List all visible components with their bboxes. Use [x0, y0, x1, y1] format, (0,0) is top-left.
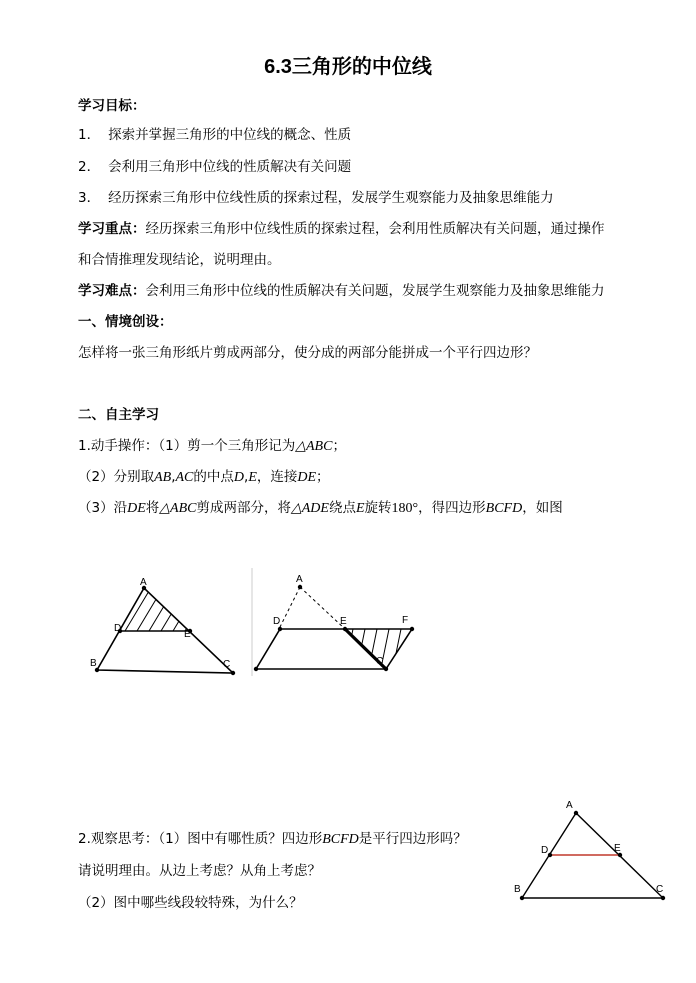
step-text: ；	[332, 438, 346, 454]
step-text: 绕点	[328, 500, 356, 516]
label-e: E	[614, 843, 621, 854]
step-text: ，连接	[256, 469, 298, 485]
section1-heading: 一、情境创设：	[78, 314, 173, 330]
point-f	[410, 627, 414, 631]
observe-question-1	[78, 827, 467, 848]
step-text: ，如图	[522, 500, 563, 516]
label-c: C	[376, 656, 384, 667]
point-d	[548, 853, 552, 857]
step-text: ,	[171, 469, 176, 485]
key-point-label: 学习重点：	[78, 221, 146, 237]
difficulty-text: 会利用三角形中位线的性质解决有关问题，发展学生观察能力及抽象思维能力	[145, 283, 605, 299]
step-text: 将	[145, 500, 160, 516]
step-text: （3）沿	[78, 500, 128, 516]
point-e	[343, 627, 347, 631]
math-angle: 180°	[391, 501, 419, 516]
label-b: B	[514, 884, 521, 895]
label-d: D	[273, 616, 281, 627]
segment-fc	[386, 629, 412, 669]
label-f: F	[402, 615, 409, 626]
objectives-heading: 学习目标：	[78, 98, 146, 114]
step-text: 剪成两部分，将	[196, 500, 291, 516]
math-triangle-ade: △ADE	[290, 501, 329, 516]
dashed-ae	[300, 587, 345, 629]
key-point-text: 经历探索三角形中位线性质的探索过程，会利用性质解决有关问题，通过操作	[145, 221, 605, 237]
math-ac: AC	[175, 470, 194, 485]
math-de: DE	[297, 470, 317, 485]
math-triangle-abc: △ABC	[295, 439, 333, 454]
page-title: 6.3三角形的中位线	[264, 56, 432, 78]
objective-item-3	[78, 186, 554, 206]
objective-text: 探索并掌握三角形的中位线的概念、性质	[108, 127, 352, 143]
point-b	[520, 896, 524, 900]
step-text: （2）分别取	[78, 469, 155, 485]
figure-midline-triangle	[510, 795, 675, 910]
step-text: 旋转	[364, 500, 392, 516]
objective-text: 会利用三角形中位线的性质解决有关问题	[108, 159, 352, 175]
label-c: C	[656, 884, 664, 895]
math-d: D	[233, 470, 245, 485]
key-point	[78, 217, 605, 237]
label-e: E	[340, 616, 347, 627]
segment-db	[256, 629, 280, 669]
label-e: E	[184, 629, 191, 640]
observe-question-1-continued: 请说明理由。从边上考虑？从角上考虑？	[78, 863, 321, 879]
label-d: D	[114, 623, 122, 634]
point-a	[574, 811, 578, 815]
objective-num: 1．	[78, 127, 101, 143]
point-b	[254, 667, 258, 671]
step-text: ,	[244, 469, 249, 485]
point-c	[231, 671, 235, 675]
difficulty	[78, 279, 605, 299]
point-c	[661, 896, 665, 900]
section1-text: 怎样将一张三角形纸片剪成两部分，使分成的两部分能拼成一个平行四边形？	[78, 345, 537, 361]
step-text: 的中点	[193, 469, 234, 485]
key-point-continued: 和合情推理发现结论，说明理由。	[78, 252, 281, 268]
math-de: DE	[127, 501, 146, 516]
objective-num: 3．	[78, 190, 101, 206]
math-e: E	[355, 501, 365, 516]
label-c: C	[223, 659, 231, 670]
question-text: 2.观察思考：（1）图中有哪性质？四边形	[78, 831, 323, 847]
math-e: E	[248, 470, 257, 485]
question-text: 是平行四边形吗？	[358, 831, 467, 847]
operation-step-2	[78, 465, 330, 486]
dashed-ad	[280, 587, 300, 627]
hatch-shading	[125, 581, 215, 631]
math-bcfd: BCFD	[322, 832, 359, 847]
figure-triangle-cut	[85, 575, 245, 685]
observe-question-2: （2）图中哪些线段较特殊，为什么？	[78, 895, 303, 911]
label-b: B	[90, 658, 97, 669]
objective-text: 经历探索三角形中位线性质的探索过程，发展学生观察能力及抽象思维能力	[108, 190, 554, 206]
objective-num: 2．	[78, 159, 101, 175]
label-a: A	[566, 800, 573, 811]
objective-item-2	[78, 155, 351, 175]
point-a	[298, 585, 302, 589]
math-triangle-abc: △ABC	[159, 501, 197, 516]
operation-step-3	[78, 496, 563, 517]
objective-item-1	[78, 123, 351, 143]
step-text: ，得四边形	[418, 500, 486, 516]
label-a: A	[296, 574, 303, 585]
difficulty-label: 学习难点：	[78, 283, 146, 299]
math-bcfd: BCFD	[485, 501, 523, 516]
step-text: 1.动手操作：（1）剪一个三角形记为	[78, 438, 296, 454]
operation-step-1	[78, 434, 346, 455]
math-ab: AB	[154, 470, 172, 485]
section2-heading: 二、自主学习	[78, 407, 159, 423]
figure-parallelogram	[248, 568, 428, 678]
label-a: A	[140, 577, 147, 588]
point-c	[384, 667, 388, 671]
step-text: ；	[316, 469, 330, 485]
label-d: D	[541, 845, 549, 856]
point-d	[278, 627, 282, 631]
